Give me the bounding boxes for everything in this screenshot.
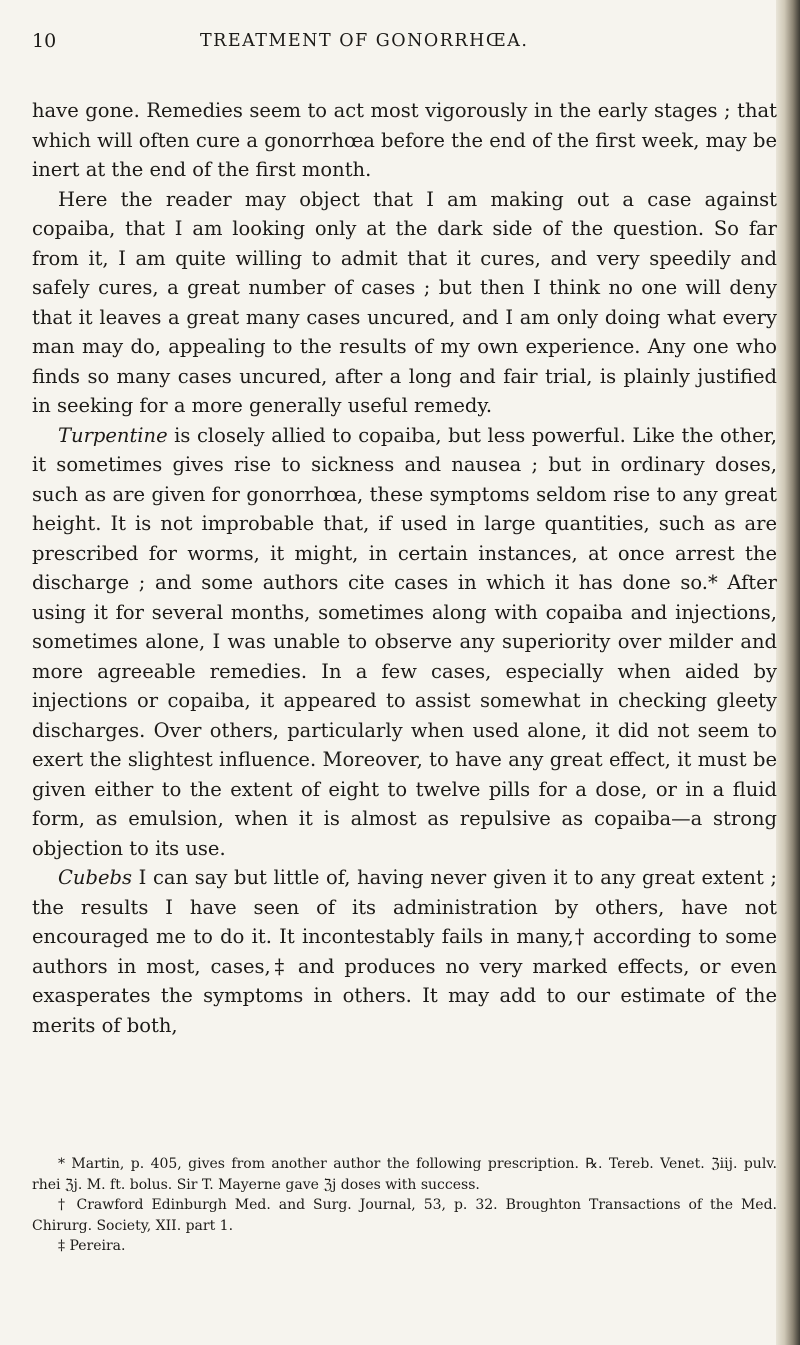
- footnote-double-dagger: ‡ Pereira.: [58, 1238, 126, 1254]
- paragraph-intro: have gone. Remedies seem to act most vigorously in the early stages ; that which will often cure a gonorrhœa before the end of the first week, may be inert at the end of the first month.: [32, 99, 777, 181]
- page-edge-shadow: [776, 0, 800, 1345]
- footnotes: [32, 1154, 777, 1257]
- cubebs-text: I can say but little of, having never given it to any great extent ; the results I have seen of its administration by others, have not encouraged me to do it. It incontestably fails in many,† according to some authors in most, cases,‡ and produces no very marked effects, or even exasperates the symptoms in others. It may add to our estimate of the merits of both,: [32, 866, 777, 1037]
- term-turpentine: Turpentine: [58, 423, 168, 447]
- paragraph-copaiba: Here the reader may object that I am making out a case against copaiba, that I am looking only at the dark side of the question. So far from it, I am quite willing to admit that it cures, and very speedily and safely cures, a great number of cases ; but then I think no one will deny that it leaves a great many cases uncured, and I am only doing what every man may do, appealing to the results of my own experience. Any one who finds so many cases uncured, after a long and fair trial, is plainly justified in seeking for a more generally useful remedy.: [32, 187, 777, 417]
- page-header: [32, 30, 772, 60]
- turpentine-text: is closely allied to copaiba, but less powerful. Like the other, it sometimes gives rise to sickness and nausea ; but in ordinary doses, such as are given for gonorrhœa, these symptoms seldom rise to any great height. It is not improbable that, if used in large quantities, such as are prescribed for worms, it might, in certain instances, at once arrest the discharge ; and some authors cite cases in which it has done so.* After using it for several months, sometimes along with copaiba and injections, sometimes alone, I was unable to observe any superiority over milder and more agreeable remedies. In a few cases, especially when aided by injections or copaiba, it appeared to assist somewhat in checking gleety discharges. Over others, particularly when used alone, it did not seem to exert the slightest influence. Moreover, to have any great effect, it must be given either to the extent of eight to twelve pills for a dose, or in a fluid form, as emulsion, when it is almost as repulsive as copaiba—a strong objection to its use.: [32, 423, 777, 860]
- body-text: [32, 96, 777, 1040]
- running-head: TREATMENT OF GONORRHŒA.: [200, 31, 529, 51]
- term-cubebs: Cubebs: [58, 866, 132, 889]
- footnote-star: * Martin, p. 405, gives from another author the following prescription. ℞. Tereb. Venet. ℨiij. pulv. rhei ℨj. M. ft. bolus. Sir T. Mayerne gave ℨj doses with success.: [32, 1156, 777, 1193]
- page-number: 10: [32, 30, 57, 52]
- footnote-dagger: † Crawford Edinburgh Med. and Surg. Journal, 53, p. 32. Broughton Transactions of the Med. Chirurg. Society, XII. part 1.: [32, 1197, 777, 1234]
- paragraph-turpentine: [32, 421, 777, 864]
- paragraph-cubebs: [32, 863, 777, 1040]
